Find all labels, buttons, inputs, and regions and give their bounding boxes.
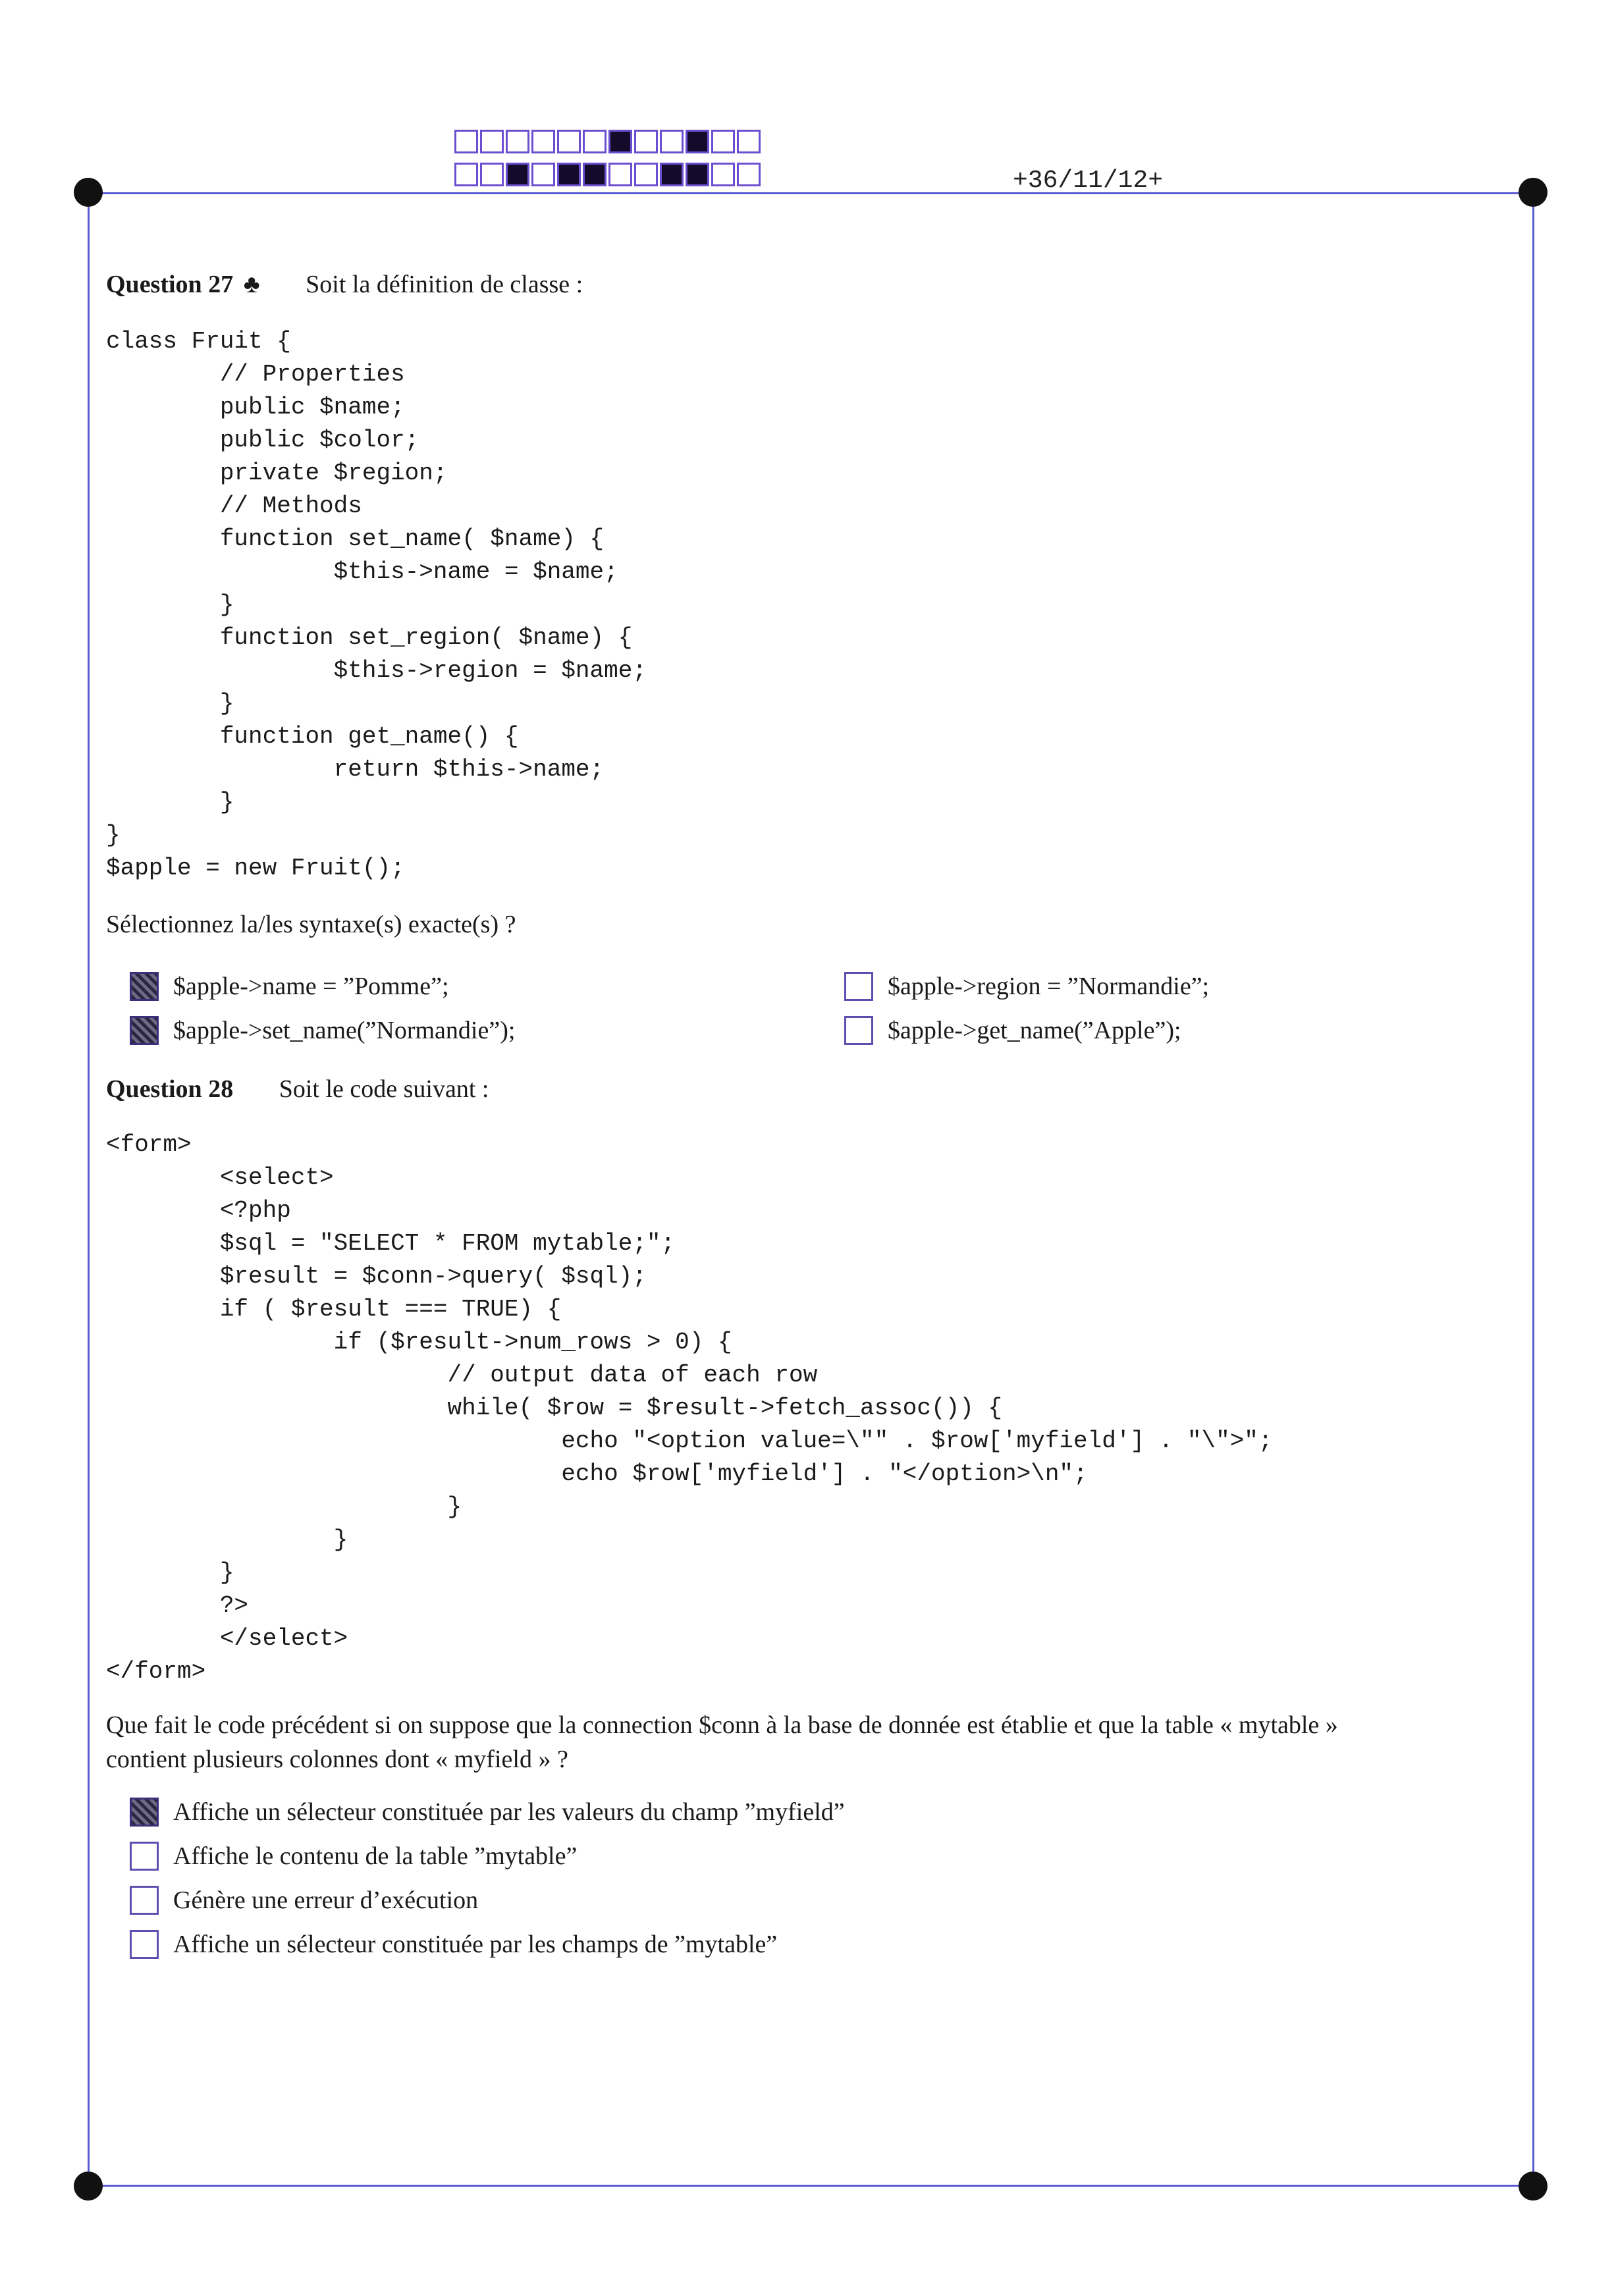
id-cell [506, 130, 529, 153]
q27-choice-2-label: $apple->region = ”Normandie”; [888, 973, 1210, 1000]
q28-choice-2-checkbox[interactable] [130, 1842, 159, 1871]
id-cell [686, 130, 709, 153]
frame-bottom-line [89, 2185, 1534, 2187]
id-cell [686, 163, 709, 186]
q28-choice-3-label: Génère une erreur d’exécution [173, 1886, 479, 1914]
id-cell [557, 163, 581, 186]
q28-choice-1-checkbox[interactable] [130, 1798, 159, 1827]
q27-choice-3[interactable] [130, 1016, 515, 1045]
q27-choice-2[interactable] [844, 972, 1209, 1001]
id-cell [583, 163, 606, 186]
id-code-row-1 [454, 130, 763, 153]
q28-choice-3[interactable] [130, 1886, 478, 1915]
id-cell [634, 130, 658, 153]
question-27-text: Soit la définition de classe : [306, 271, 583, 298]
question-28-code: <form> <select> <?php $sql = "SELECT * FROM mytable;"; $result = $conn->query( $sql); if ( $result === TRUE) { if ($result->num_rows > 0) { // output data of each row while( $row = $result->fetch_assoc()) { echo "<option value=\"" . $row['myfield'] . "\">"; echo $row['myfield'] . "</option>\n"; } } } ?> </select> </form> [106, 1131, 1273, 1685]
id-cell [737, 130, 761, 153]
corner-mark-bottom-right [1519, 2172, 1548, 2201]
q27-choice-3-label: $apple->set_name(”Normandie”); [173, 1017, 516, 1044]
id-cell [583, 130, 606, 153]
q27-choice-4[interactable] [844, 1016, 1181, 1045]
id-cell [737, 163, 761, 186]
id-code-row-2 [454, 163, 763, 186]
corner-mark-top-left [74, 178, 103, 207]
q27-choice-4-checkbox[interactable] [844, 1016, 873, 1045]
question-27-prompt: Sélectionnez la/les syntaxe(s) exacte(s) ? [106, 911, 516, 938]
id-cell [531, 163, 555, 186]
id-cell [480, 163, 504, 186]
id-cell [454, 130, 478, 153]
question-27-code: class Fruit { // Properties public $name; public $color; private $region; // Methods function set_name( $name) { $this->name = $name; } function set_region( $name) { $this->region = $name; } function get_name() { return $this->name; } } $apple = new Fruit(); [106, 328, 647, 882]
question-28-prompt-line-2: contient plusieurs colonnes dont « myfield » ? [106, 1746, 568, 1773]
q27-choice-1-checkbox[interactable] [130, 972, 159, 1001]
question-28-header [106, 1075, 489, 1104]
question-28-prompt-line-1: Que fait le code précédent si on suppose que la connection $conn à la base de donnée est établie et que la table « mytable » [106, 1711, 1338, 1739]
question-27-header [106, 270, 583, 299]
q28-choice-1[interactable] [130, 1798, 845, 1827]
q28-choice-4-checkbox[interactable] [130, 1930, 159, 1959]
page-id: +36/11/12+ [1013, 167, 1164, 195]
id-cell [660, 130, 684, 153]
frame-left-line [88, 192, 90, 2186]
q27-choice-4-label: $apple->get_name(”Apple”); [888, 1017, 1181, 1044]
question-27-label: Question 27 [106, 271, 234, 298]
id-cell [608, 163, 632, 186]
q28-choice-2-label: Affiche le contenu de la table ”mytable” [173, 1842, 578, 1870]
id-cell [557, 130, 581, 153]
frame-top-line [89, 192, 1534, 194]
corner-mark-bottom-left [74, 2172, 103, 2201]
id-cell [531, 130, 555, 153]
q27-choice-3-checkbox[interactable] [130, 1016, 159, 1045]
id-cell [711, 130, 735, 153]
corner-mark-top-right [1519, 178, 1548, 207]
q27-choice-1-label: $apple->name = ”Pomme”; [173, 973, 449, 1000]
question-28-label: Question 28 [106, 1075, 234, 1103]
q28-choice-4-label: Affiche un sélecteur constituée par les champs de ”mytable” [173, 1931, 778, 1958]
id-cell [660, 163, 684, 186]
question-28-text: Soit le code suivant : [279, 1075, 489, 1103]
club-icon: ♣ [243, 271, 260, 298]
id-cell [480, 130, 504, 153]
q27-choice-2-checkbox[interactable] [844, 972, 873, 1001]
id-cell [711, 163, 735, 186]
id-cell [454, 163, 478, 186]
id-cell [634, 163, 658, 186]
id-cell [506, 163, 529, 186]
q28-choice-3-checkbox[interactable] [130, 1886, 159, 1915]
q28-choice-1-label: Affiche un sélecteur constituée par les valeurs du champ ”myfield” [173, 1798, 845, 1826]
q28-choice-2[interactable] [130, 1842, 577, 1871]
id-cell [608, 130, 632, 153]
frame-right-line [1532, 192, 1534, 2186]
q28-choice-4[interactable] [130, 1930, 777, 1959]
question-28-prompt [106, 1708, 1522, 1776]
q27-choice-1[interactable] [130, 972, 449, 1001]
